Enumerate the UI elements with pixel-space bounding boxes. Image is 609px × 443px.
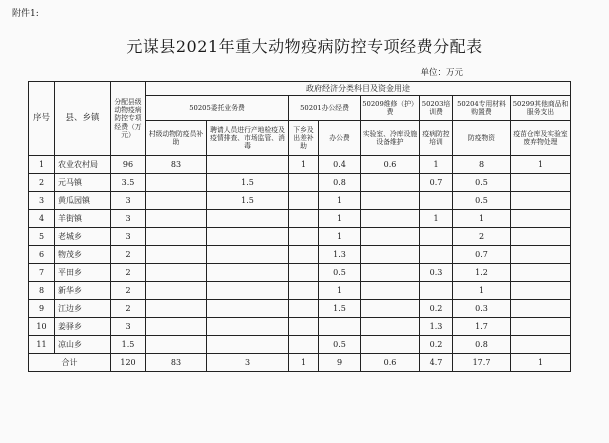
table-row	[29, 192, 571, 210]
row-vaccine-storage	[511, 210, 571, 228]
row-hire-staff	[207, 282, 289, 300]
row-seq: 5	[29, 228, 55, 246]
row-rural-supervision	[289, 318, 319, 336]
row-training	[420, 228, 453, 246]
row-village-subsidy	[146, 336, 207, 354]
row-lab-maint	[361, 228, 420, 246]
total-total: 120	[111, 354, 146, 372]
row-lab-maint	[361, 192, 420, 210]
row-seq: 2	[29, 174, 55, 192]
attachment-label: 附件1:	[12, 9, 39, 19]
header-50299: 50299其他商品和服务支出	[511, 96, 571, 121]
header-50201: 50201办公经费	[289, 96, 361, 121]
row-vaccine-storage	[511, 246, 571, 264]
total-row	[29, 354, 571, 372]
total-vaccine: 17.7	[453, 354, 511, 372]
row-name: 江边乡	[55, 300, 111, 318]
table-row	[29, 300, 571, 318]
row-office: 1	[319, 228, 361, 246]
row-rural-supervision	[289, 246, 319, 264]
row-seq: 8	[29, 282, 55, 300]
row-total: 3	[111, 318, 146, 336]
subheader-village-subsidy: 村级动物防疫员补助	[146, 121, 207, 156]
row-vaccine-storage	[511, 282, 571, 300]
row-village-subsidy: 83	[146, 156, 207, 174]
row-rural-supervision	[289, 336, 319, 354]
row-hire-staff	[207, 264, 289, 282]
total-rural: 1	[289, 354, 319, 372]
row-office: 1	[319, 210, 361, 228]
row-lab-maint	[361, 336, 420, 354]
total-maint: 0.6	[361, 354, 420, 372]
row-lab-maint	[361, 264, 420, 282]
row-name: 老城乡	[55, 228, 111, 246]
table-row	[29, 336, 571, 354]
table-row	[29, 246, 571, 264]
subheader-hire-staff: 聘请人员进行产地检疫及疫情排查、市场监管、消毒	[207, 121, 289, 156]
row-vaccine: 1.2	[453, 264, 511, 282]
header-county: 县、乡镇	[55, 82, 111, 156]
row-village-subsidy	[146, 246, 207, 264]
row-lab-maint	[361, 174, 420, 192]
row-hire-staff: 1.5	[207, 192, 289, 210]
row-total: 3	[111, 228, 146, 246]
row-office: 0.4	[319, 156, 361, 174]
table-row	[29, 156, 571, 174]
subheader-rural-supervision: 下乡及出差补助	[289, 121, 319, 156]
row-vaccine-storage	[511, 228, 571, 246]
total-storage: 1	[511, 354, 571, 372]
row-vaccine-storage	[511, 192, 571, 210]
row-hire-staff	[207, 318, 289, 336]
table-row	[29, 228, 571, 246]
row-lab-maint	[361, 210, 420, 228]
row-village-subsidy	[146, 174, 207, 192]
row-lab-maint	[361, 246, 420, 264]
row-training	[420, 192, 453, 210]
row-office	[319, 318, 361, 336]
row-rural-supervision	[289, 300, 319, 318]
table-row	[29, 264, 571, 282]
row-seq: 4	[29, 210, 55, 228]
row-seq: 6	[29, 246, 55, 264]
row-training: 1.3	[420, 318, 453, 336]
row-vaccine-storage	[511, 174, 571, 192]
row-name: 新华乡	[55, 282, 111, 300]
row-vaccine-storage	[511, 264, 571, 282]
row-training	[420, 282, 453, 300]
row-total: 2	[111, 282, 146, 300]
row-office: 1.3	[319, 246, 361, 264]
row-lab-maint	[361, 300, 420, 318]
row-total: 3	[111, 192, 146, 210]
row-office: 1.5	[319, 300, 361, 318]
header-total-funds: 分配县级动物疫病防控专项经费（万元）	[111, 82, 146, 156]
subheader-training: 疫病防控培训	[420, 121, 453, 156]
row-vaccine: 1	[453, 282, 511, 300]
row-total: 1.5	[111, 336, 146, 354]
total-hire: 3	[207, 354, 289, 372]
row-office: 1	[319, 192, 361, 210]
header-50203: 50203培训费	[420, 96, 453, 121]
subheader-lab-maint: 实验室、冷库设施设备维护	[361, 121, 420, 156]
row-name: 凉山乡	[55, 336, 111, 354]
row-total: 2	[111, 264, 146, 282]
table-row	[29, 174, 571, 192]
row-vaccine-storage	[511, 300, 571, 318]
row-name: 羊街镇	[55, 210, 111, 228]
row-name: 姜驿乡	[55, 318, 111, 336]
row-lab-maint	[361, 282, 420, 300]
row-rural-supervision	[289, 228, 319, 246]
row-vaccine: 0.3	[453, 300, 511, 318]
row-rural-supervision	[289, 210, 319, 228]
funds-table	[28, 81, 571, 372]
row-hire-staff	[207, 210, 289, 228]
row-village-subsidy	[146, 210, 207, 228]
row-training: 0.7	[420, 174, 453, 192]
row-hire-staff	[207, 300, 289, 318]
row-training: 0.2	[420, 300, 453, 318]
row-rural-supervision	[289, 264, 319, 282]
row-seq: 9	[29, 300, 55, 318]
row-office: 0.5	[319, 264, 361, 282]
row-seq: 1	[29, 156, 55, 174]
row-seq: 11	[29, 336, 55, 354]
row-hire-staff	[207, 228, 289, 246]
row-hire-staff: 1.5	[207, 174, 289, 192]
total-label: 合计	[29, 354, 111, 372]
row-vaccine: 1.7	[453, 318, 511, 336]
unit-label: 单位：万元	[420, 68, 463, 78]
row-training: 1	[420, 156, 453, 174]
row-name: 黄瓜园镇	[55, 192, 111, 210]
header-seq: 序号	[29, 82, 55, 156]
row-training: 1	[420, 210, 453, 228]
row-vaccine: 1	[453, 210, 511, 228]
row-village-subsidy	[146, 264, 207, 282]
row-vaccine-storage	[511, 318, 571, 336]
total-train: 4.7	[420, 354, 453, 372]
row-training	[420, 246, 453, 264]
header-50204: 50204专用材料购置费	[453, 96, 511, 121]
row-rural-supervision	[289, 282, 319, 300]
row-vaccine-storage: 1	[511, 156, 571, 174]
row-vaccine: 0.5	[453, 174, 511, 192]
table-row	[29, 282, 571, 300]
total-office: 9	[319, 354, 361, 372]
table-row	[29, 318, 571, 336]
row-name: 平田乡	[55, 264, 111, 282]
row-vaccine: 0.8	[453, 336, 511, 354]
header-50205: 50205委托业务费	[146, 96, 289, 121]
row-total: 2	[111, 300, 146, 318]
row-total: 3	[111, 210, 146, 228]
table-row	[29, 210, 571, 228]
row-hire-staff	[207, 156, 289, 174]
row-total: 96	[111, 156, 146, 174]
row-training: 0.3	[420, 264, 453, 282]
row-seq: 7	[29, 264, 55, 282]
row-village-subsidy	[146, 192, 207, 210]
subheader-vaccine: 防疫物资	[453, 121, 511, 156]
header-50209: 50209维修（护）费	[361, 96, 420, 121]
page-title: 元谋县2021年重大动物疫病防控专项经费分配表	[126, 37, 483, 56]
row-hire-staff	[207, 246, 289, 264]
row-rural-supervision	[289, 192, 319, 210]
subheader-vaccine-storage: 疫苗仓库及实验室废弃物处理	[511, 121, 571, 156]
row-seq: 10	[29, 318, 55, 336]
subheader-office: 办公费	[319, 121, 361, 156]
row-name: 元马镇	[55, 174, 111, 192]
row-training: 0.2	[420, 336, 453, 354]
row-office: 0.5	[319, 336, 361, 354]
row-village-subsidy	[146, 282, 207, 300]
row-lab-maint: 0.6	[361, 156, 420, 174]
row-rural-supervision: 1	[289, 156, 319, 174]
row-office: 0.8	[319, 174, 361, 192]
row-vaccine-storage	[511, 336, 571, 354]
row-name: 物茂乡	[55, 246, 111, 264]
row-office: 1	[319, 282, 361, 300]
row-vaccine: 2	[453, 228, 511, 246]
row-vaccine: 0.7	[453, 246, 511, 264]
row-hire-staff	[207, 336, 289, 354]
row-rural-supervision	[289, 174, 319, 192]
row-total: 2	[111, 246, 146, 264]
row-vaccine: 0.5	[453, 192, 511, 210]
row-lab-maint	[361, 318, 420, 336]
row-village-subsidy	[146, 300, 207, 318]
row-name: 农业农村局	[55, 156, 111, 174]
row-vaccine: 8	[453, 156, 511, 174]
header-gov-class: 政府经济分类科目及资金用途	[146, 82, 571, 96]
row-village-subsidy	[146, 318, 207, 336]
row-seq: 3	[29, 192, 55, 210]
total-village: 83	[146, 354, 207, 372]
row-total: 3.5	[111, 174, 146, 192]
row-village-subsidy	[146, 228, 207, 246]
